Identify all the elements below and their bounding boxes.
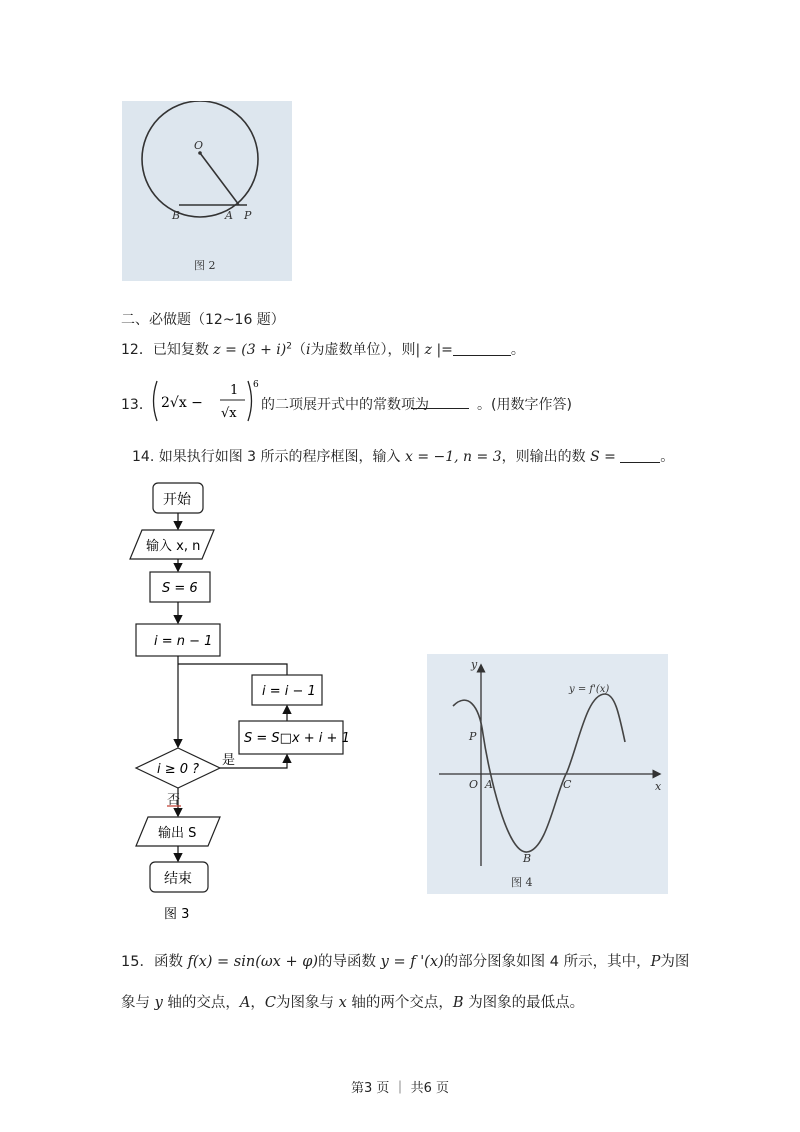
q12-paren-rest: 为虚数单位），则 bbox=[310, 342, 416, 358]
q12-i: i bbox=[305, 342, 311, 358]
flow-input-label: 输入 x, n bbox=[146, 539, 201, 554]
figure-2-image bbox=[122, 101, 292, 281]
question-12 bbox=[121, 339, 525, 359]
section-heading: 二、必做题（12~16 题） bbox=[121, 312, 285, 328]
q12-paren-open: （ bbox=[291, 342, 306, 358]
q13-exponent: 6 bbox=[253, 380, 259, 390]
q15-text-e: 象与 bbox=[121, 995, 150, 1011]
q15-text-d: 为图 bbox=[660, 954, 690, 970]
q15-function: f(x) = sin(ωx + φ) bbox=[187, 954, 319, 970]
question-15-line-1 bbox=[121, 950, 689, 971]
page-footer: 第3 页 ｜ 共6 页 bbox=[350, 1081, 450, 1096]
q15-text-g: 为图象与 bbox=[276, 995, 335, 1011]
q15-text-i: 为图象的最低点。 bbox=[468, 995, 585, 1011]
q12-abs-z: | z |= bbox=[415, 342, 453, 358]
figure-4-caption: 图 4 bbox=[511, 876, 533, 889]
derivative-curve bbox=[453, 694, 625, 852]
flow-no-label: 否 bbox=[167, 793, 181, 808]
circle bbox=[142, 101, 258, 217]
figure-4-graph bbox=[427, 654, 668, 894]
axis-y-label: y bbox=[471, 658, 478, 671]
q13-frac-den: √x bbox=[221, 406, 237, 421]
point-B-label: B bbox=[172, 209, 181, 222]
q14-text-b: ，则输出的数 bbox=[501, 449, 586, 465]
segment-OP bbox=[200, 153, 239, 205]
q15-text-c: 的部分图象如图 4 所示，其中， bbox=[443, 954, 651, 970]
q13-frac-num: 1 bbox=[230, 383, 239, 398]
flow-assign-i-label: i = n − 1 bbox=[154, 634, 213, 649]
flow-end-label: 结束 bbox=[164, 871, 192, 887]
q13-number: 13． bbox=[121, 397, 153, 413]
q14-text-a: 如果执行如图 3 所示的程序框图，输入 bbox=[158, 449, 401, 465]
q14-output-var: S = bbox=[590, 449, 616, 465]
point-C-label: C bbox=[563, 778, 572, 791]
point-A-label: A bbox=[485, 778, 493, 791]
point-O-label: O bbox=[469, 778, 479, 791]
flow-output-label: 输出 S bbox=[158, 826, 197, 841]
q15-text-b: 的导函数 bbox=[318, 954, 377, 970]
flow-assign-s-label: S = 6 bbox=[162, 581, 198, 596]
q15-A: A bbox=[239, 995, 251, 1011]
figure-4-image bbox=[427, 654, 668, 894]
figure-2-caption: 图 2 bbox=[194, 259, 216, 272]
flow-condition-label: i ≥ 0 ? bbox=[157, 762, 200, 777]
axis-x-label: x bbox=[655, 780, 662, 793]
flow-yes-label: 是 bbox=[222, 753, 236, 768]
q12-answer-blank bbox=[453, 341, 511, 356]
q12-formula: z = (3 + i) bbox=[213, 342, 287, 358]
q14-answer-blank bbox=[620, 448, 660, 463]
q15-number: 15． bbox=[121, 954, 154, 970]
point-B-label: B bbox=[523, 852, 532, 865]
q13-note: 。(用数字作答) bbox=[477, 397, 572, 413]
q15-C: C bbox=[264, 995, 277, 1011]
q12-lead: 已知复数 bbox=[152, 342, 209, 358]
q15-comma: ， bbox=[250, 995, 265, 1011]
q13-text: 的二项展开式中的常数项为 bbox=[261, 397, 429, 413]
point-A-label: A bbox=[225, 209, 233, 222]
question-14 bbox=[132, 446, 674, 466]
flow-decrement-label: i = i − 1 bbox=[262, 684, 316, 699]
q12-number: 12． bbox=[121, 342, 153, 358]
q14-end: 。 bbox=[660, 449, 675, 465]
q12-exponent: 2 bbox=[286, 341, 292, 352]
q15-y: y bbox=[154, 995, 163, 1011]
figure-3-caption: 图 3 bbox=[164, 907, 190, 922]
q12-end: 。 bbox=[510, 342, 525, 358]
q15-text-a: 函数 bbox=[153, 954, 183, 970]
curve-label: y = f'(x) bbox=[569, 684, 610, 695]
flow-update-s-label: S = S□x + i + 1 bbox=[244, 731, 350, 746]
flow-start-label: 开始 bbox=[163, 492, 191, 508]
question-15-line-2 bbox=[121, 991, 584, 1012]
point-O-label: O bbox=[194, 139, 204, 152]
q13-expr-main: 2√x − bbox=[161, 395, 203, 411]
q14-input-values: x = −1, n = 3 bbox=[404, 449, 502, 465]
q15-B: B bbox=[452, 995, 464, 1011]
q15-text-h: 轴的两个交点， bbox=[351, 995, 453, 1011]
figure-2-diagram bbox=[122, 101, 292, 281]
point-P-label: P bbox=[244, 209, 252, 222]
point-P-label: P bbox=[469, 730, 477, 743]
q15-P: P bbox=[650, 954, 661, 970]
q15-derivative: y = f '(x) bbox=[380, 954, 444, 970]
q15-x: x bbox=[338, 995, 347, 1011]
q15-text-f: 轴的交点， bbox=[167, 995, 240, 1011]
q13-answer-blank bbox=[411, 394, 469, 409]
q13-expression bbox=[149, 377, 261, 425]
flowchart-figure-3 bbox=[120, 478, 370, 928]
q14-number: 14. bbox=[132, 449, 155, 465]
